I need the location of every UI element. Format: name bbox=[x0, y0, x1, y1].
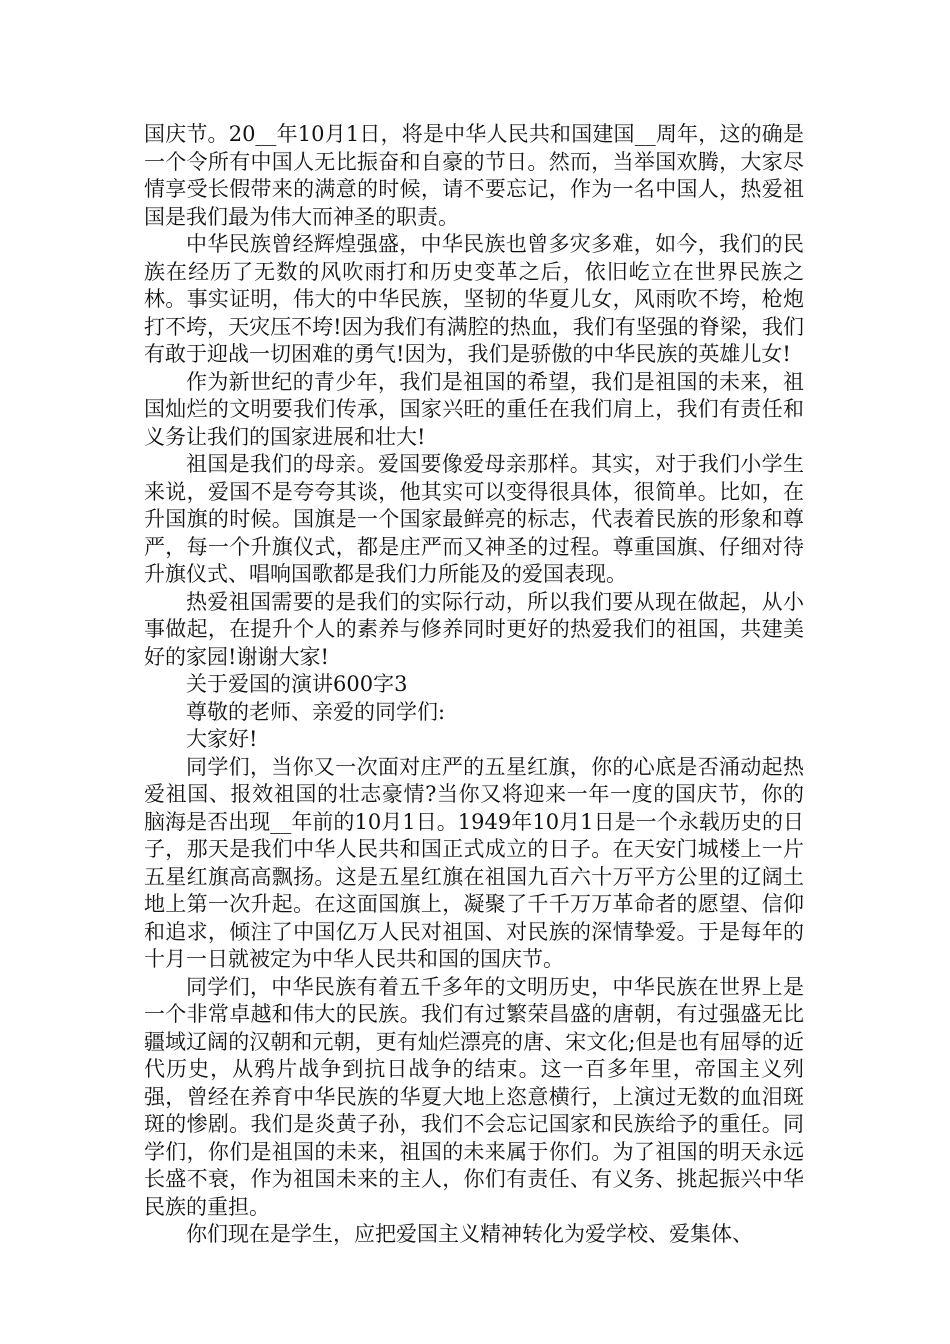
paragraph-youth: 作为新世纪的青少年，我们是祖国的希望，我们是祖国的未来，祖国灿烂的文明要我们传承，国家兴旺的重任在我们肩上，我们有责任和义务让我们的国家进展和壮大! bbox=[144, 369, 804, 449]
paragraph-action: 热爱祖国需要的是我们的实际行动，所以我们要从现在做起，从小事做起，在提升个人的素养与修养同时更好的热爱我们的祖国，共建美好的家园!谢谢大家! bbox=[144, 589, 804, 669]
paragraph-motherland: 祖国是我们的母亲。爱国要像爱母亲那样。其实，对于我们小学生来说，爱国不是夸夸其谈，他其实可以变得很具体，很简单。比如，在升国旗的时候。国旗是一个国家最鲜亮的标志，代表着民族的形象和尊严，每一个升旗仪式，都是庄严而又神圣的过程。尊重国旗、仔细对待升旗仪式、唱响国歌都是我们力所能及的爱国表现。 bbox=[144, 452, 804, 586]
paragraph-students: 你们现在是学生，应把爱国主义精神转化为爱学校、爱集体、 bbox=[186, 1222, 753, 1246]
salutation: 尊敬的老师、亲爱的同学们: bbox=[186, 699, 446, 724]
speech-title: 关于爱国的演讲600字3 bbox=[186, 672, 408, 696]
document-page bbox=[144, 121, 804, 1249]
greeting: 大家好! bbox=[186, 727, 258, 751]
paragraph-flag: 同学们，当你又一次面对庄严的五星红旗，你的心底是否涌动起热爱祖国、报效祖国的壮志豪情?当你又将迎来一年一度的国庆节，你的脑海是否出现__年前的10月1日。1949年10月1日是一个永载历史的日子，那天是我们中华人民共和国正式成立的日子。在天安门城楼上一片五星红旗高高飘扬。这是五星红旗在祖国九百六十万平方公里的辽阔土地上第一次升起。在这面国旗上，凝聚了千千万万革命者的愿望、信仰和追求，倾注了中国亿万人民对祖国、对民族的深情挚爱。于是每年的十月一日就被定为中华人民共和国的国庆节。 bbox=[144, 754, 804, 971]
paragraph-nation-history: 中华民族曾经辉煌强盛，中华民族也曾多灾多难，如今，我们的民族在经历了无数的风吹雨打和历史变革之后，依旧屹立在世界民族之林。事实证明，伟大的中华民族，坚韧的华夏儿女，风雨吹不垮，枪炮打不垮，天灾压不垮!因为我们有满腔的热血，我们有坚强的脊梁，我们有敢于迎战一切困难的勇气!因为，我们是骄傲的中华民族的英雄儿女! bbox=[144, 232, 804, 366]
paragraph-national-day: 国庆节。20__年10月1日，将是中华人民共和国建国__周年，这的确是一个令所有中国人无比振奋和自豪的节日。然而，当举国欢腾，大家尽情享受长假带来的满意的时候，请不要忘记，作为一名中国人，热爱祖国是我们最为伟大而神圣的职责。 bbox=[144, 122, 804, 229]
paragraph-civilization: 同学们，中华民族有着五千多年的文明历史，中华民族在世界上是一个非常卓越和伟大的民族。我们有过繁荣昌盛的唐朝，有过强盛无比疆域辽阔的汉朝和元朝，更有灿烂漂亮的唐、宋文化;但是也有屈辱的近代历史，从鸦片战争到抗日战争的结束。这一百多年里，帝国主义列强，曾经在养育中华民族的华夏大地上恣意横行，上演过无数的血泪斑斑的惨剧。我们是炎黄子孙，我们不会忘记国家和民族给予的重任。同学们，你们是祖国的未来，祖国的未来属于你们。为了祖国的明天永远长盛不衰，作为祖国未来的主人，你们有责任、有义务、挑起振兴中华民族的重担。 bbox=[144, 974, 804, 1219]
